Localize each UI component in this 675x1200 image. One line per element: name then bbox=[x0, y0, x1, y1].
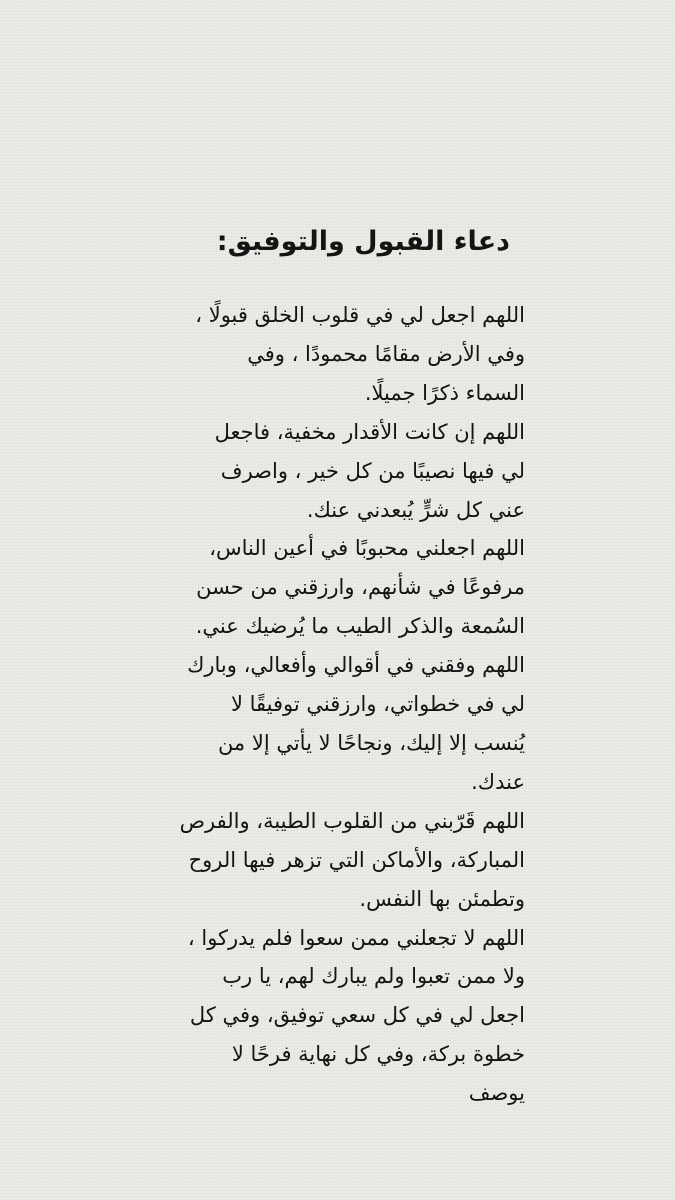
text-line: ولا ممن تعبوا ولم يبارك لهم، يا رب bbox=[222, 964, 525, 989]
text-line: عني كل شرٍّ يُبعدني عنك. bbox=[306, 497, 525, 522]
text-line: اجعل لي في كل سعي توفيق، وفي كل bbox=[189, 1003, 525, 1028]
text-line: يوصف bbox=[468, 1081, 525, 1106]
text-line: اللهم إن كانت الأقدار مخفية، فاجعل bbox=[214, 419, 525, 444]
text-line: السُمعة والذكر الطيب ما يُرضيك عني. bbox=[195, 614, 525, 639]
text-line: اللهم اجعل لي في قلوب الخلق قبولًا ، bbox=[195, 303, 525, 327]
text-line: السماء ذكرًا جميلًا. bbox=[364, 380, 525, 405]
prayer-body bbox=[135, 296, 525, 1113]
text-line: خطوة بركة، وفي كل نهاية فرحًا لا bbox=[231, 1042, 525, 1067]
text-line: عندك. bbox=[471, 769, 525, 794]
text-line: المباركة، والأماكن التي تزهر فيها الروح bbox=[188, 847, 525, 872]
text-line: مرفوعًا في شأنهم، وارزقني من حسن bbox=[196, 575, 525, 600]
text-line: وتطمئن بها النفس. bbox=[359, 886, 525, 911]
text-line: اللهم اجعلني محبوبًا في أعين الناس، bbox=[209, 536, 525, 561]
text-line: لي في خطواتي، وارزقني توفيقًا لا bbox=[230, 692, 525, 717]
text-line: لي فيها نصيبًا من كل خير ، واصرف bbox=[220, 458, 525, 483]
text-line: اللهم قَرّبني من القلوب الطيبة، والفرص bbox=[179, 808, 525, 833]
text-line: اللهم لا تجعلني ممن سعوا فلم يدركوا ، bbox=[187, 925, 525, 950]
text-line: اللهم وفقني في أقوالي وأفعالي، وبارك bbox=[187, 653, 525, 678]
text-line: وفي الأرض مقامًا محمودًا ، وفي bbox=[247, 341, 525, 366]
text-line: يُنسب إلا إليك، ونجاحًا لا يأتي إلا من bbox=[217, 730, 525, 755]
page-title: دعاء القبول والتوفيق: bbox=[216, 226, 510, 257]
